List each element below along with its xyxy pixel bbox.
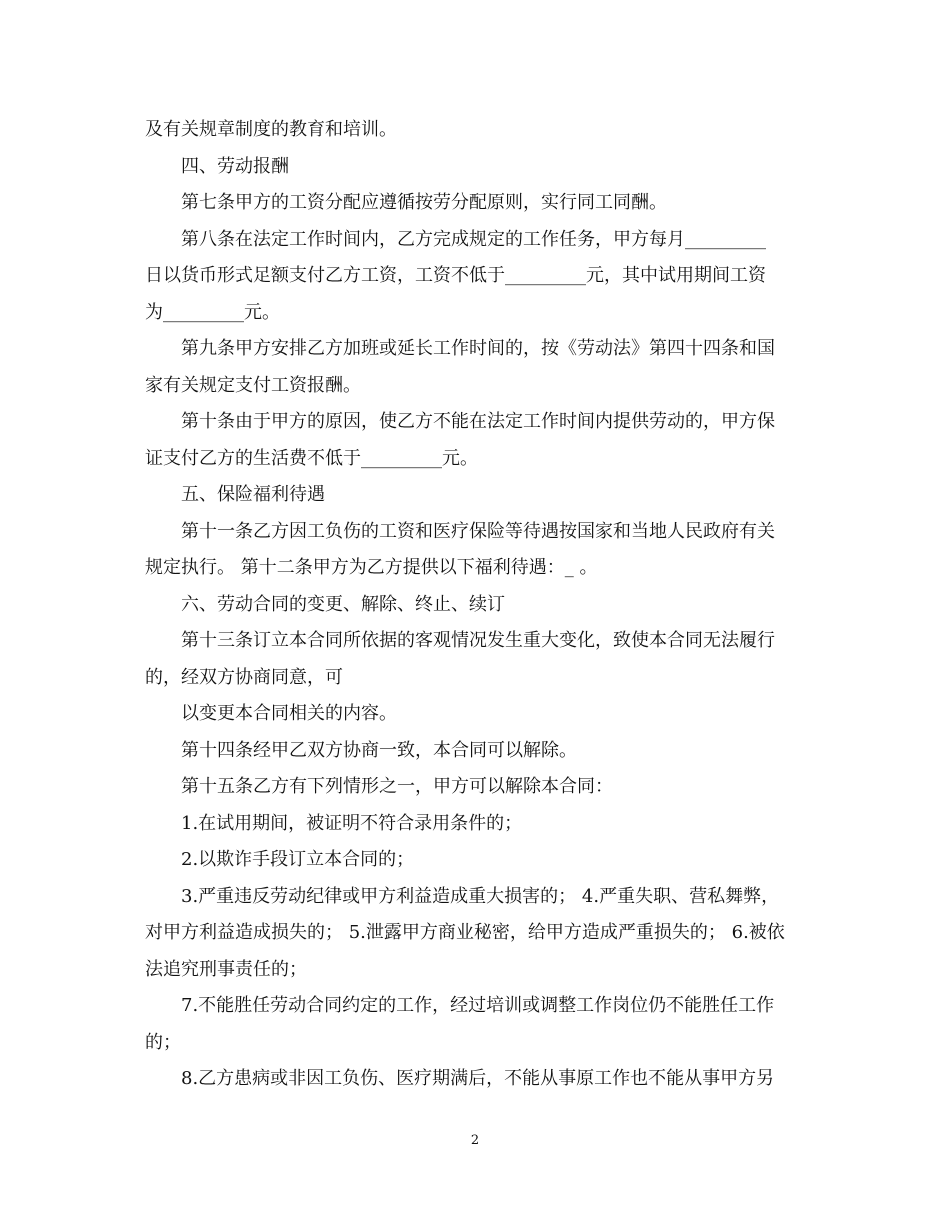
text-line: 第十条由于甲方的原因，使乙方不能在法定工作时间内提供劳动的，甲方保 — [181, 411, 775, 432]
text-line: 第十一条乙方因工负伤的工资和医疗保险等待遇按国家和当地人民政府有关 — [181, 520, 775, 542]
text-line: 六、劳动合同的变更、解除、终止、续订 — [181, 593, 505, 615]
text-line: 及有关规章制度的教育和培训。 — [145, 119, 397, 140]
text-line: 四、劳动报酬 — [181, 155, 289, 177]
text-line: 法追究刑事责任的； — [145, 958, 307, 980]
text-line: 证支付乙方的生活费不低于_________元。 — [145, 447, 478, 469]
text-line: 第十五条乙方有下列情形之一，甲方可以解除本合同： — [181, 776, 613, 797]
text-line: 以变更本合同相关的内容。 — [181, 703, 397, 724]
text-line: 第八条在法定工作时间内，乙方完成规定的工作任务，甲方每月_________ — [181, 228, 766, 250]
text-line: 8.乙方患病或非因工负伤、医疗期满后，不能从事原工作也不能从事甲方另 — [181, 1068, 775, 1089]
document-body — [145, 114, 805, 1100]
text-line: 日以货币形式足额支付乙方工资，工资不低于_________元，其中试用期间工资 — [145, 265, 766, 286]
text-line: 第十四条经甲乙双方协商一致，本合同可以解除。 — [181, 739, 577, 761]
text-line: 第九条甲方安排乙方加班或延长工作时间的，按《劳动法》第四十四条和国 — [181, 338, 775, 359]
text-line: 7.不能胜任劳动合同约定的工作，经过培训或调整工作岗位仍不能胜任工作 — [181, 995, 775, 1016]
text-line: 家有关规定支付工资报酬。 — [145, 374, 361, 396]
text-line: 第十三条订立本合同所依据的客观情况发生重大变化，致使本合同无法履行 — [181, 630, 775, 651]
text-line: 五、保险福利待遇 — [181, 484, 325, 505]
text-line: 为_________元。 — [145, 301, 280, 323]
text-line: 第七条甲方的工资分配应遵循按劳分配原则，实行同工同酬。 — [181, 192, 667, 213]
page-number: 2 — [470, 1133, 480, 1148]
text-line: 的； — [145, 1031, 181, 1053]
text-line: 3.严重违反劳动纪律或甲方利益造成重大损害的； 4.严重失职、营私舞弊， — [181, 885, 780, 907]
text-line: 规定执行。 第十二条甲方为乙方提供以下福利待遇：_ 。 — [145, 557, 598, 578]
text-line: 对甲方利益造成损失的； 5.泄露甲方商业秘密，给甲方造成严重损失的； 6.被依 — [145, 922, 785, 943]
text-line: 1.在试用期间，被证明不符合录用条件的； — [181, 812, 523, 834]
text-line: 2.以欺诈手段订立本合同的； — [181, 849, 415, 870]
text-line: 的，经双方协商同意，可 — [145, 666, 343, 688]
